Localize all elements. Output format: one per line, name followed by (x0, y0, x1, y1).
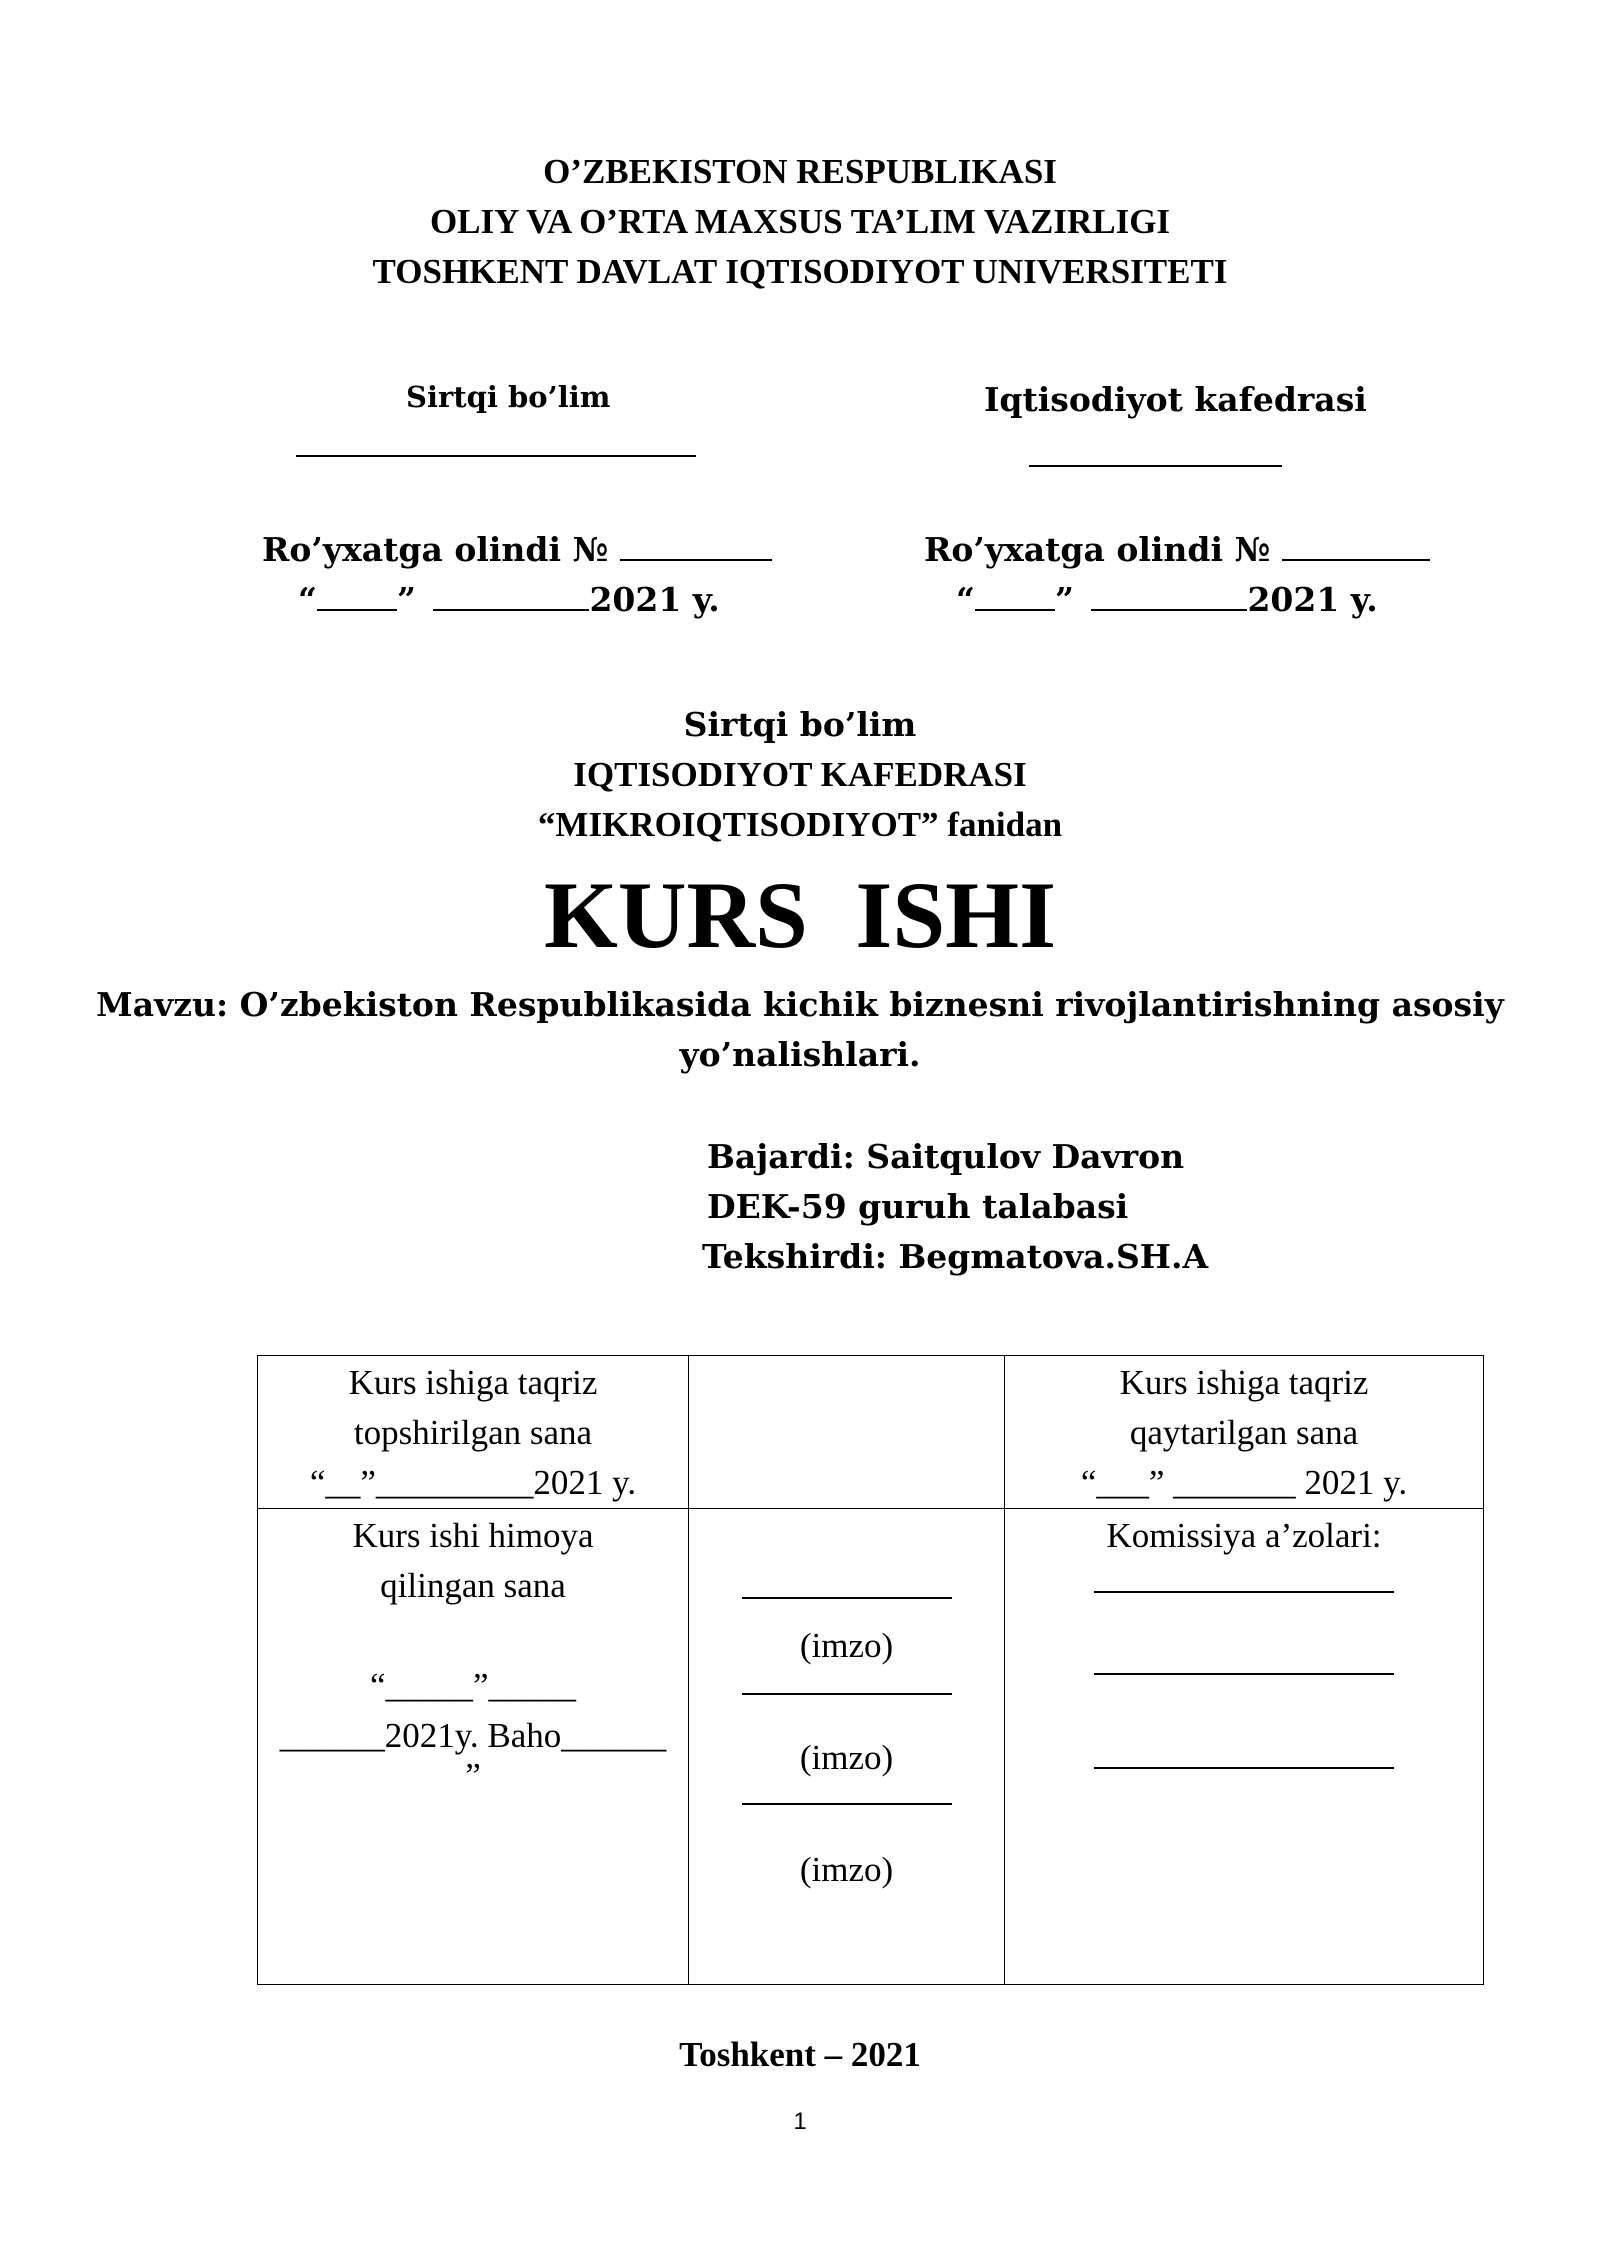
review-returned-cell (1005, 1356, 1484, 1509)
defense-line-2: qilingan sana (380, 1566, 566, 1605)
commission-cell (1005, 1509, 1484, 1985)
review-submitted-date: “__”_________2021 y. (309, 1463, 637, 1502)
review-submitted-line-2: topshirilgan sana (353, 1413, 593, 1452)
defense-closing-quote: ” (465, 1756, 481, 1795)
center-subject: “MIKROIQTISODIYOT” fanidan (537, 805, 1063, 844)
signature-line-1 (742, 1597, 952, 1599)
review-returned-line-1: Kurs ishiga taqriz (1119, 1363, 1369, 1402)
center-dept: Sirtqi bo’lim (683, 705, 917, 744)
review-submitted-line-1: Kurs ishiga taqriz (348, 1363, 598, 1402)
defense-date-cell (258, 1509, 689, 1985)
table-row (258, 1356, 1484, 1509)
review-table (257, 1355, 1484, 1985)
defense-date-year-grade: ______2021y. Baho______ (279, 1716, 667, 1755)
commission-line-1 (1094, 1591, 1394, 1593)
left-date-open-quote: “ (298, 580, 317, 619)
signature-label-3: (imzo) (799, 1850, 894, 1889)
table-row (258, 1509, 1484, 1985)
footer-city-year: Toshkent – 2021 (679, 2035, 921, 2074)
review-submitted-cell (258, 1356, 689, 1509)
left-date-close-quote: ” (396, 580, 416, 619)
left-registration-date (298, 580, 720, 619)
right-dept-name: Iqtisodiyot kafedrasi (984, 380, 1367, 419)
left-date-day-blank (317, 583, 397, 611)
right-date-month-blank (1091, 583, 1247, 611)
left-dept-name: Sirtqi bo’lim (406, 380, 611, 414)
left-date-month-blank (433, 583, 589, 611)
review-returned-date: “___” _______ 2021 y. (1080, 1463, 1408, 1502)
header-university: TOSHKENT DAVLAT IQTISODIYOT UNIVERSITETI (372, 252, 1228, 291)
signature-line-2 (742, 1693, 952, 1695)
empty-cell (689, 1356, 1005, 1509)
center-kafedra: IQTISODIYOT KAFEDRASI (573, 755, 1027, 794)
topic-line-1: Mavzu: O’zbekiston Respublikasida kichik biznesni rivojlantirishning asosiy (96, 985, 1504, 1024)
topic-line-2: yo’nalishlari. (679, 1035, 921, 1074)
signature-line-3 (742, 1803, 952, 1805)
right-registration-date (956, 580, 1378, 619)
right-date-day-blank (975, 583, 1055, 611)
left-date-year: 2021 y. (589, 580, 720, 619)
commission-label: Komissiya a’zolari: (1106, 1516, 1382, 1555)
right-registration-label: Ro’yxatga olindi № (924, 530, 1271, 569)
left-registration-number-blank (620, 533, 772, 561)
page-number: 1 (793, 2108, 807, 2135)
right-date-close-quote: ” (1054, 580, 1074, 619)
author-group: DEK-59 guruh talabasi (707, 1187, 1129, 1226)
right-registration-number-blank (1282, 533, 1430, 561)
right-date-open-quote: “ (956, 580, 975, 619)
left-registration (262, 530, 772, 569)
defense-line-1: Kurs ishi himoya (352, 1516, 594, 1555)
left-dept-underline (296, 455, 696, 457)
left-registration-label: Ro’yxatga olindi № (262, 530, 609, 569)
commission-line-3 (1094, 1767, 1394, 1769)
author-checked-by: Tekshirdi: Begmatova.SH.A (702, 1237, 1209, 1276)
signature-label-1: (imzo) (799, 1626, 894, 1665)
header-ministry-republic: O’ZBEKISTON RESPUBLIKASI (543, 152, 1057, 191)
document-title: KURS ISHI (543, 862, 1057, 968)
review-returned-line-2: qaytarilgan sana (1129, 1413, 1359, 1452)
defense-date-day: “_____”_____ (369, 1666, 577, 1705)
right-registration (924, 530, 1430, 569)
header-ministry: OLIY VA O’RTA MAXSUS TA’LIM VAZIRLIGI (429, 202, 1171, 241)
author-done-by: Bajardi: Saitqulov Davron (707, 1137, 1185, 1176)
right-date-year: 2021 y. (1247, 580, 1378, 619)
commission-line-2 (1094, 1673, 1394, 1675)
signatures-cell (689, 1509, 1005, 1985)
signature-label-2: (imzo) (799, 1738, 894, 1777)
right-dept-underline (1029, 465, 1282, 467)
